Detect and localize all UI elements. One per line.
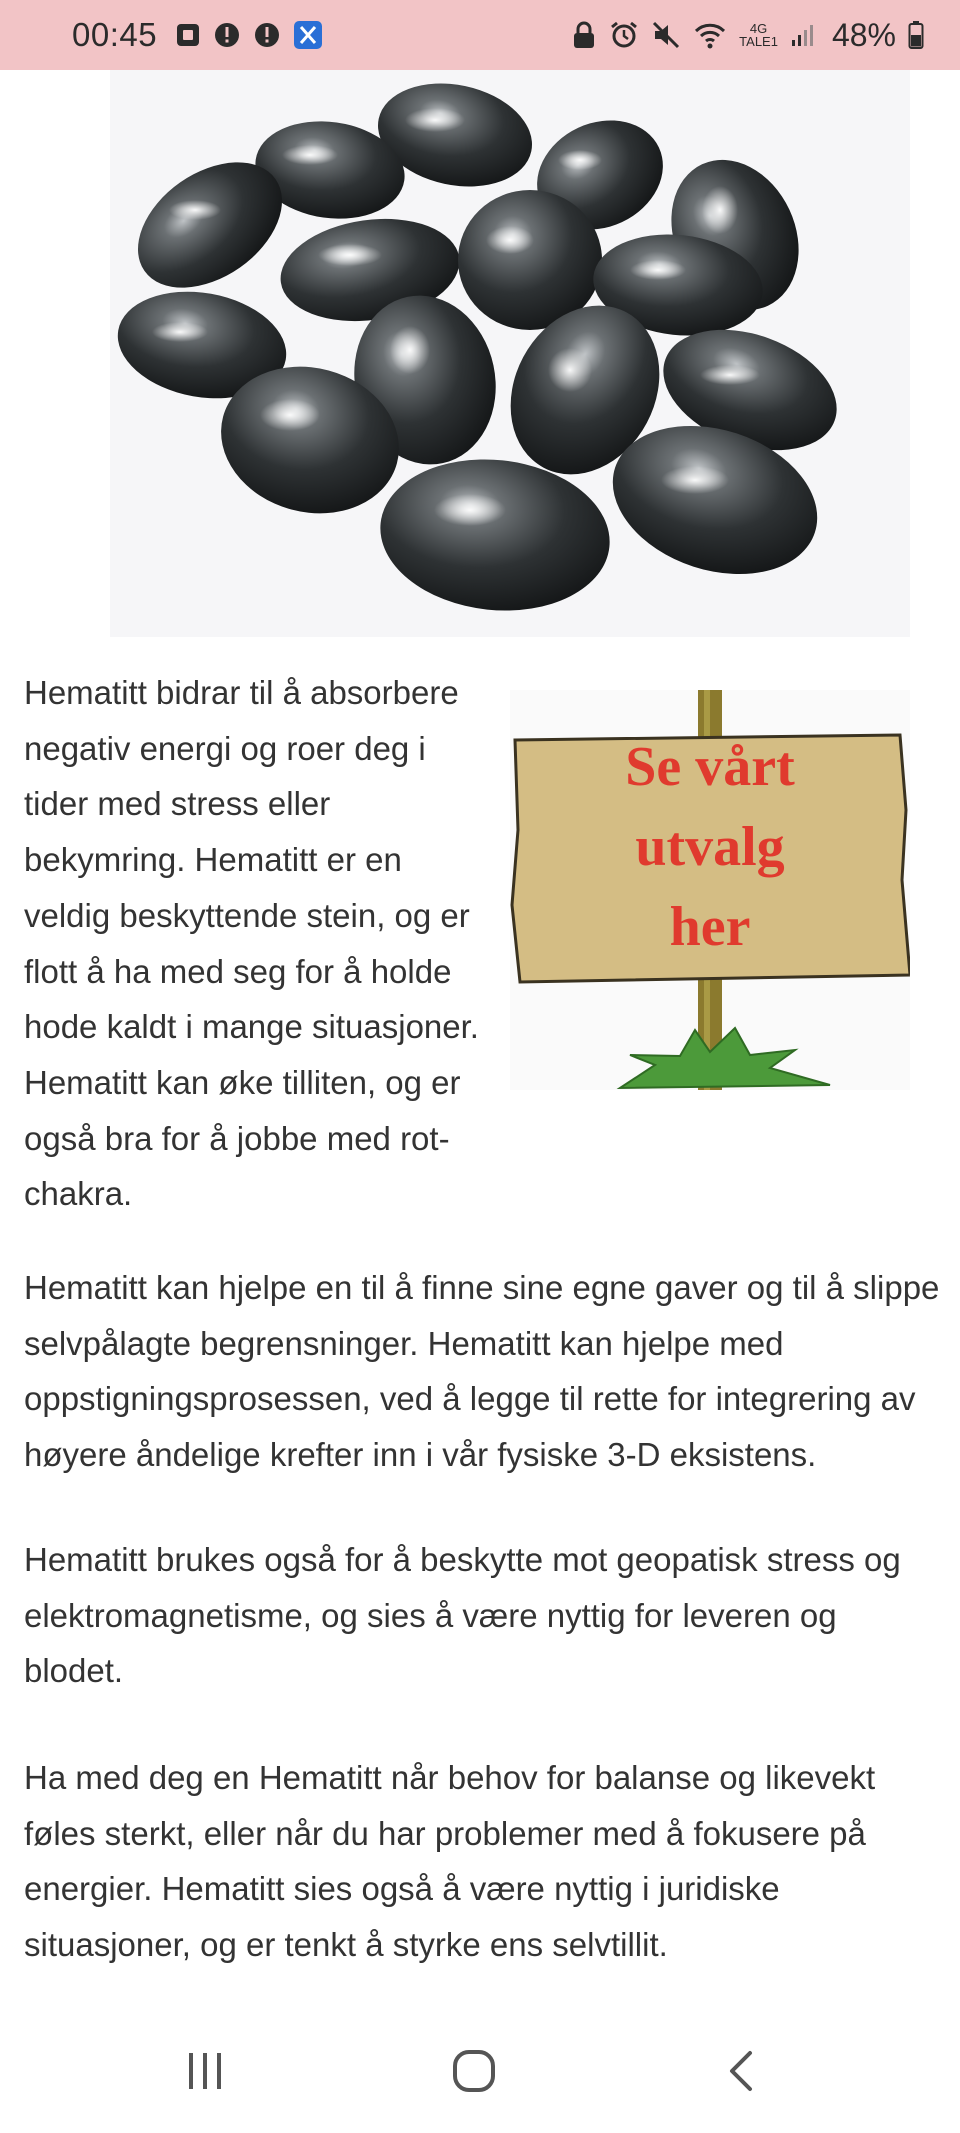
- network-type-label: 4G TALE1: [739, 21, 778, 49]
- status-left-icons: [175, 20, 323, 50]
- alert-icon: [213, 21, 241, 49]
- paragraph-2: Hematitt kan hjelpe en til å finne sine egne gaver og til å slippe selvpålagte begrensninger. Hematitt kan hjelpe med oppstigningsprosessen, ved å legge til rette for integrering av høyere åndelige krefter inn i vår fysiske 3-D eksistens.: [24, 1269, 940, 1474]
- paragraph-1: Hematitt bidrar til å absorbere negativ energi og roer deg i tider med stress eller bekymring. Hematitt er en veldig beskyttende stein, og er flott å ha med seg for å holde hode kaldt i mange situasjoner. Hematitt kan øke tilliten, og er også bra for å jobbe med rot-chakra.: [24, 674, 479, 1213]
- paragraph-3: Hematitt brukes også for å beskytte mot geopatisk stress og elektromagnetisme, og sies å være nyttig for leveren og blodet.: [24, 1541, 901, 1690]
- status-time: 00:45: [72, 16, 158, 53]
- paragraph-4: Ha med deg en Hematitt når behov for balanse og likevekt føles sterkt, eller når du har problemer med å fokusere på energier. Hematitt sies også å være nyttig i juridiske situasjoner, og er tenkt å styrke ens selvtillit.: [24, 1759, 876, 1964]
- shop-sign-image[interactable]: [510, 690, 910, 1090]
- alarm-icon: [609, 20, 639, 50]
- home-icon: [450, 2047, 498, 2100]
- stone-shapes: [110, 70, 853, 622]
- lock-icon: [571, 20, 597, 50]
- status-bar: [0, 0, 960, 70]
- battery-icon: [908, 20, 924, 50]
- sign-text-line-2: utvalg: [635, 816, 785, 878]
- back-icon: [722, 2049, 762, 2098]
- status-right-icons: [571, 17, 924, 54]
- home-button[interactable]: [444, 2043, 504, 2103]
- navigation-bar: [0, 2013, 960, 2133]
- signal-icon: [790, 22, 816, 48]
- sign-text-line-3: her: [669, 896, 751, 958]
- alert-icon: [253, 21, 281, 49]
- recents-button[interactable]: [175, 2043, 235, 2103]
- grass-tuft: [620, 1028, 830, 1088]
- gallery-icon: [175, 22, 201, 48]
- back-button[interactable]: [712, 2043, 772, 2103]
- app-icon: [293, 20, 323, 50]
- hematite-stones-image: [110, 70, 910, 637]
- mute-icon: [651, 20, 681, 50]
- battery-percent: 48%: [831, 16, 896, 53]
- recents-icon: [183, 2049, 227, 2098]
- wifi-icon: [693, 20, 727, 50]
- sign-text-line-1: Se vårt: [625, 736, 795, 798]
